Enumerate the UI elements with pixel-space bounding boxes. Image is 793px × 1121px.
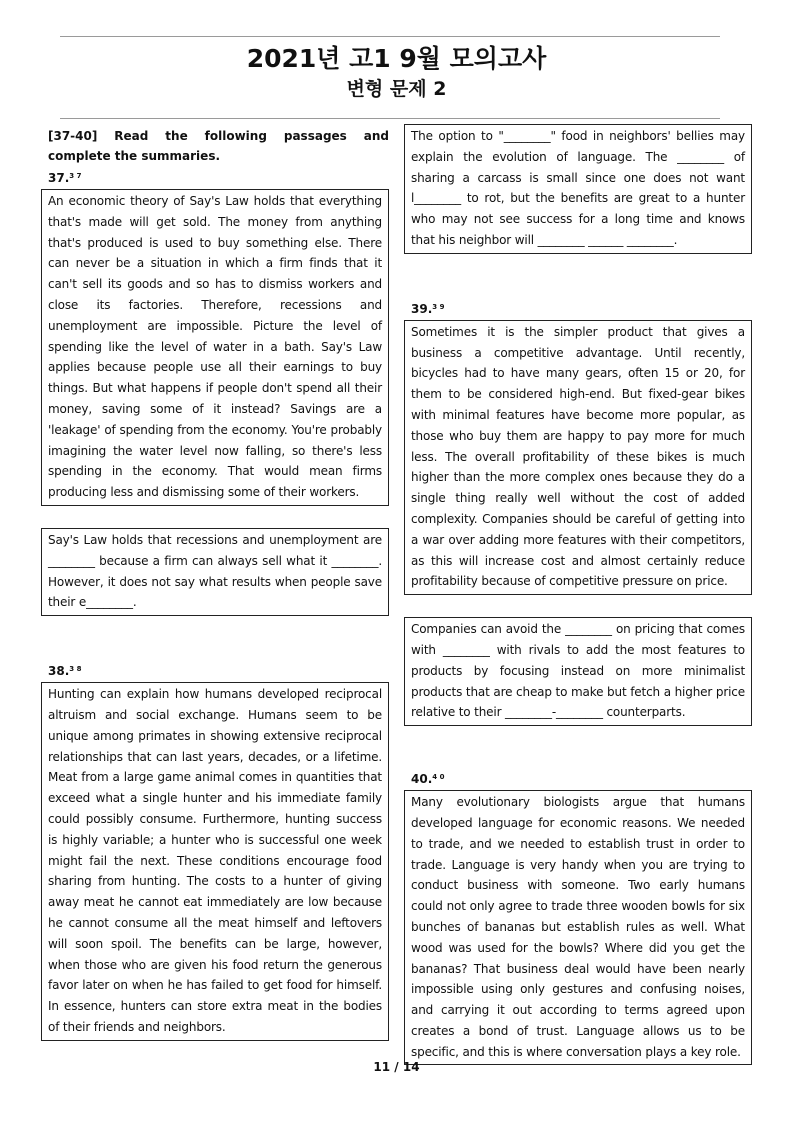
q39-sup: 3 9 — [432, 302, 445, 311]
q39-passage: Sometimes it is the simpler product that gives a business a competitive advantage. Until recently, bicycles had to have many gears, often 15 or 20, for them to be considered high-end. But fixed-gear bikes with minimal features have become more popular, as those who buy them are happy to pay more for much less. The overall profitability of these bikes is much higher than the more complex ones because they do a single thing really well without the cost of added complexity. Companies should be careful of getting into a war over adding more features with their competitors, as this will increase cost and almost certainly reduce profitability because of competitive pressure on price. — [404, 320, 752, 595]
q39-summary: Companies can avoid the ________ on pricing that comes with ________ with rivals to add the most features to products by focusing instead on more minimalist products that are cheap to make but fetch a higher price relative to their ________-________ counterparts. — [404, 617, 752, 726]
question-37-number — [41, 167, 389, 187]
question-38-number — [41, 660, 389, 680]
q37-passage: An economic theory of Say's Law holds that everything that's made will get sold. The money from anything that's produced is used to buy something else. There can never be a situation in which a firm finds that it can't sell its goods and so has to dismiss workers and close its factories. Therefore, recessions and unemployment are impossible. Picture the level of spending like the level of water in a bath. Say's Law applies because people use all their earnings to buy things. But what happens if people don't spend all their money, saving some of it instead? Savings are a 'leakage' of spending from the economy. You're probably imagining the water level now falling, so there's less spending in the economy. That would mean firms producing less and dismissing some of their workers. — [41, 189, 389, 506]
q40-number: 40. — [411, 772, 433, 787]
q37-summary: Say's Law holds that recessions and unemployment are ________ because a firm can always sell what it ________. However, it does not say what results when people save their e________. — [41, 528, 389, 616]
page-subtitle: 변형 문제 2 — [346, 78, 447, 100]
question-39-number — [404, 298, 752, 318]
left-column — [41, 126, 389, 1041]
q39-number: 39. — [411, 301, 433, 316]
q38-sup: 3 8 — [69, 665, 82, 674]
q37-sup: 3 7 — [69, 172, 82, 180]
q38-number: 38. — [48, 664, 70, 679]
q38-passage: Hunting can explain how humans developed reciprocal altruism and social exchange. Humans seem to be unique among primates in showing extensive reciprocal relationships that can last years, decades, or a lifetime. Meat from a large game animal comes in quantities that exceed what a single hunter and his immediate family could possibly consume. Furthermore, hunting success is highly variable; a hunter who is successful one week might fail the next. These conditions encourage food sharing from hunting. The costs to a hunter of giving away meat he cannot eat immediately are low because he cannot consume all the meat himself and leftovers will soon spoil. The benefits can be large, however, when those who are given his food return the generous favor later on when he has failed to get food for himself. In essence, hunters can store extra meat in the bodies of their friends and neighbors. — [41, 682, 389, 1041]
right-column — [404, 124, 752, 1065]
q37-number: 37. — [48, 171, 70, 185]
top-rule — [60, 36, 720, 37]
page-number: 11 / 14 — [373, 1060, 420, 1074]
q38-summary: The option to "________" food in neighbors' bellies may explain the evolution of language. The ________ of sharing a carcass is small since one does not want l________ to rot, but the benefits are great to a hunter who may not see success for a long time and knows that his neighbor will ________ ______ ________. — [404, 124, 752, 254]
instructions: [37-40] Read the following passages and complete the summaries. — [48, 129, 389, 163]
question-40-number — [404, 768, 752, 788]
q40-sup: 4 0 — [432, 773, 445, 782]
header-rule — [60, 118, 720, 119]
q40-passage: Many evolutionary biologists argue that humans developed language for economic reasons. We needed to trade, and we needed to establish trust in order to trade. Language is very handy when you are trying to conduct business with someone. Two early humans could not only agree to trade three wooden bowls for six bunches of bananas but establish rules as well. What wood was used for the bowls? Where did you get the bananas? That business deal would have been nearly impossible using only gestures and confusing noises, and carrying it out according to terms agreed upon creates a bond of trust. Language allows us to be specific, and this is where conversation plays a key role. — [404, 790, 752, 1065]
page-title: 2021년 고1 9월 모의고사 — [246, 44, 547, 73]
